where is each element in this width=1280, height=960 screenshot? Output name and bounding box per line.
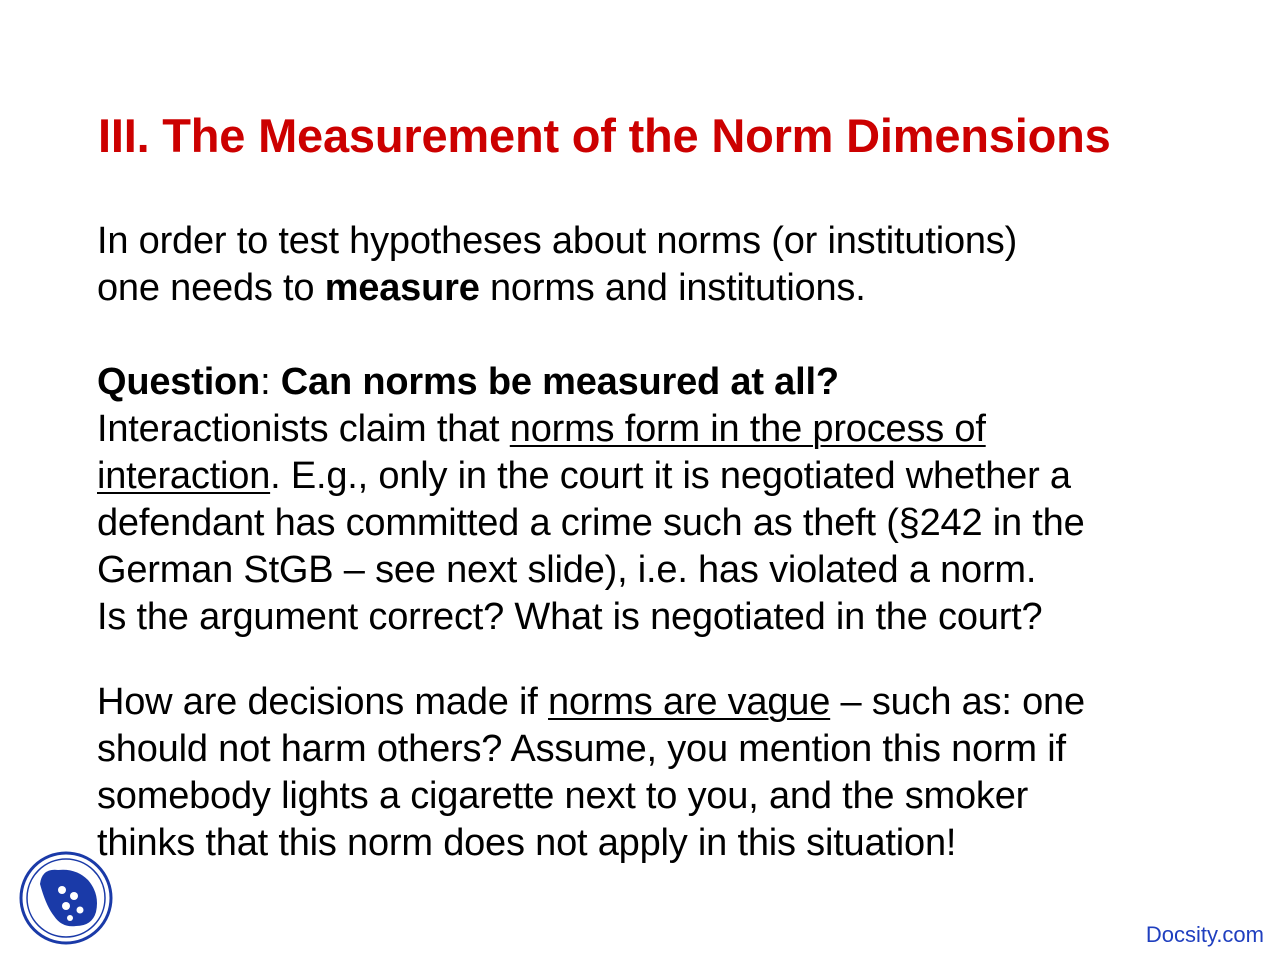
question-text: Can norms be measured at all? — [280, 361, 839, 403]
vague-line-2: should not harm others? Assume, you mention this norm if — [97, 728, 1066, 770]
interaction-line-4: German StGB – see next slide), i.e. has violated a norm. — [97, 549, 1037, 591]
interaction-line-2-end: . E.g., only in the court it is negotiated whether a — [270, 455, 1071, 497]
interaction-line-2 — [97, 453, 1247, 500]
intro-line-2 — [97, 265, 1247, 312]
interaction-line-1-start: Interactionists claim that — [97, 408, 510, 450]
question-colon: : — [260, 361, 281, 403]
interaction-line-5: Is the argument correct? What is negotiated in the court? — [97, 596, 1043, 638]
intro-line-1: In order to test hypotheses about norms (or institutions) — [97, 220, 1018, 262]
vague-line-3: somebody lights a cigarette next to you, and the smoker — [97, 775, 1029, 817]
vague-line-4: thinks that this norm does not apply in this situation! — [97, 822, 957, 864]
intro-line-2-start: one needs to — [97, 267, 325, 309]
interaction-underlined-1: norms form in the process of — [509, 408, 986, 450]
spacer — [97, 641, 1247, 679]
spacer — [97, 312, 1247, 359]
slide-title: III. The Measurement of the Norm Dimensions — [98, 109, 1111, 162]
interaction-line-1 — [97, 406, 1247, 453]
vague-underlined: norms are vague — [548, 681, 831, 723]
vague-paragraph — [97, 679, 1247, 867]
question-label: Question — [97, 361, 261, 403]
vague-line-1-end: – such as: one — [830, 681, 1085, 723]
question-line — [97, 359, 1247, 406]
intro-measure-bold: measure — [324, 267, 480, 309]
interaction-line-3: defendant has committed a crime such as theft (§242 in the — [97, 502, 1085, 544]
interaction-underlined-2: interaction — [97, 455, 271, 497]
seal-graphic — [18, 850, 114, 946]
vague-line-1-start: How are decisions made if — [97, 681, 549, 723]
vague-line-1 — [97, 679, 1247, 726]
slide-body — [97, 218, 1247, 867]
docsity-watermark: Docsity.com — [1145, 922, 1264, 947]
university-seal-icon — [18, 850, 114, 946]
intro-paragraph — [97, 218, 1247, 312]
intro-line-2-end: norms and institutions. — [479, 267, 866, 309]
question-paragraph — [97, 359, 1247, 641]
